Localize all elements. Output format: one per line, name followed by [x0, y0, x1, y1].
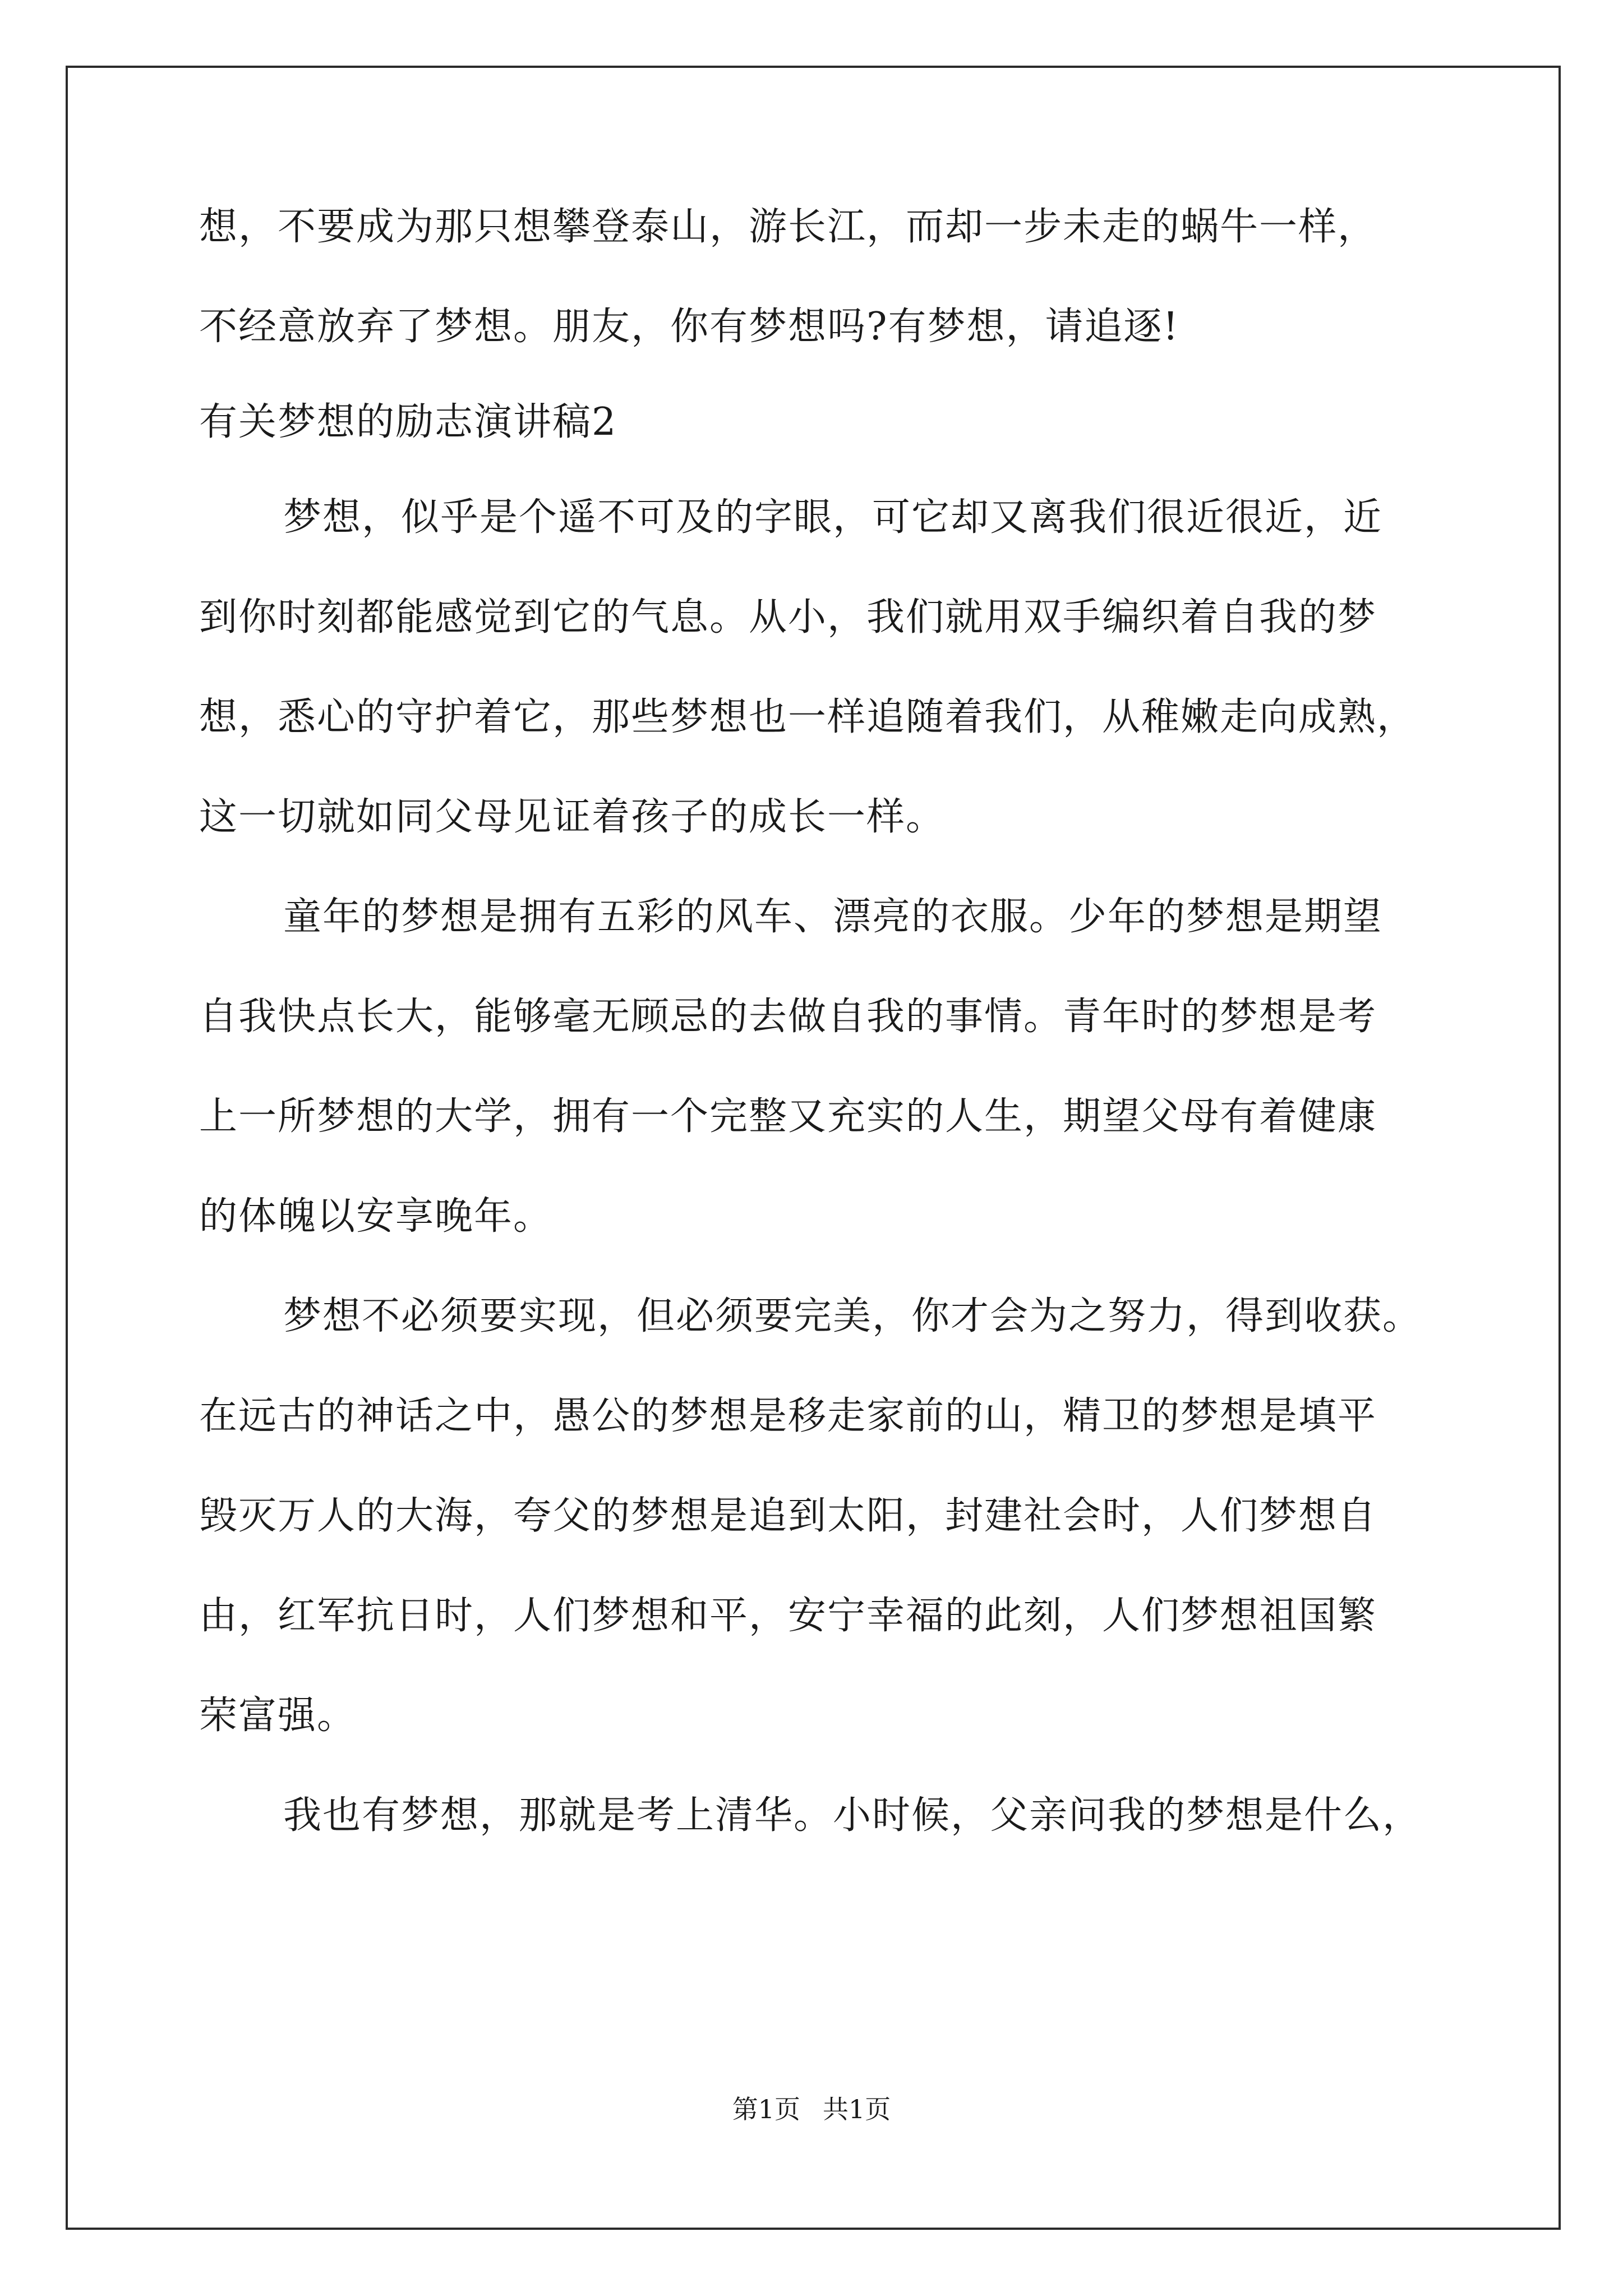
text-line: 想，不要成为那只想攀登泰山，游长江，而却一步未走的蜗牛一样，: [199, 205, 1377, 249]
text-line: 的体魄以安享晚年。: [199, 1194, 553, 1239]
text-line: 不经意放弃了梦想。朋友，你有梦想吗?有梦想，请追逐!: [199, 305, 1179, 349]
paragraph-first-line: 梦想不必须要实现，但必须要完美，你才会为之努力，得到收获。: [283, 1294, 1422, 1338]
page-footer: [0, 2092, 1623, 2126]
text-line: 到你时刻都能感觉到它的气息。从小，我们就用双手编织着自我的梦: [199, 595, 1377, 639]
document-body: [199, 202, 1478, 1841]
text-line: 由，红军抗日时，人们梦想和平，安宁幸福的此刻，人们梦想祖国繁: [199, 1594, 1377, 1638]
text-line: 在远古的神话之中，愚公的梦想是移走家前的山，精卫的梦想是填平: [199, 1394, 1377, 1438]
text-line: 荣富强。: [199, 1694, 357, 1738]
page-number-current: 第1页: [732, 2094, 800, 2124]
paragraph-first-line: 我也有梦想，那就是考上清华。小时候，父亲问我的梦想是什么，: [283, 1793, 1422, 1838]
page-number-total: 共1页: [823, 2094, 891, 2124]
text-line: 这一切就如同父母见证着孩子的成长一样。: [199, 795, 946, 839]
text-line: 毁灭万人的大海，夸父的梦想是追到太阳，封建社会时，人们梦想自: [199, 1494, 1377, 1538]
section-heading: 有关梦想的励志演讲稿2: [199, 400, 617, 444]
text-line: 想，悉心的守护着它，那些梦想也一样追随着我们，从稚嫩走向成熟，: [199, 695, 1417, 739]
paragraph-first-line: 梦想，似乎是个遥不可及的字眼，可它却又离我们很近很近，近: [283, 495, 1383, 540]
text-line: 自我快点长大，能够毫无顾忌的去做自我的事情。青年时的梦想是考: [199, 995, 1377, 1039]
text-line: 上一所梦想的大学，拥有一个完整又充实的人生，期望父母有着健康: [199, 1094, 1377, 1139]
paragraph-first-line: 童年的梦想是拥有五彩的风车、漂亮的衣服。少年的梦想是期望: [283, 895, 1383, 939]
